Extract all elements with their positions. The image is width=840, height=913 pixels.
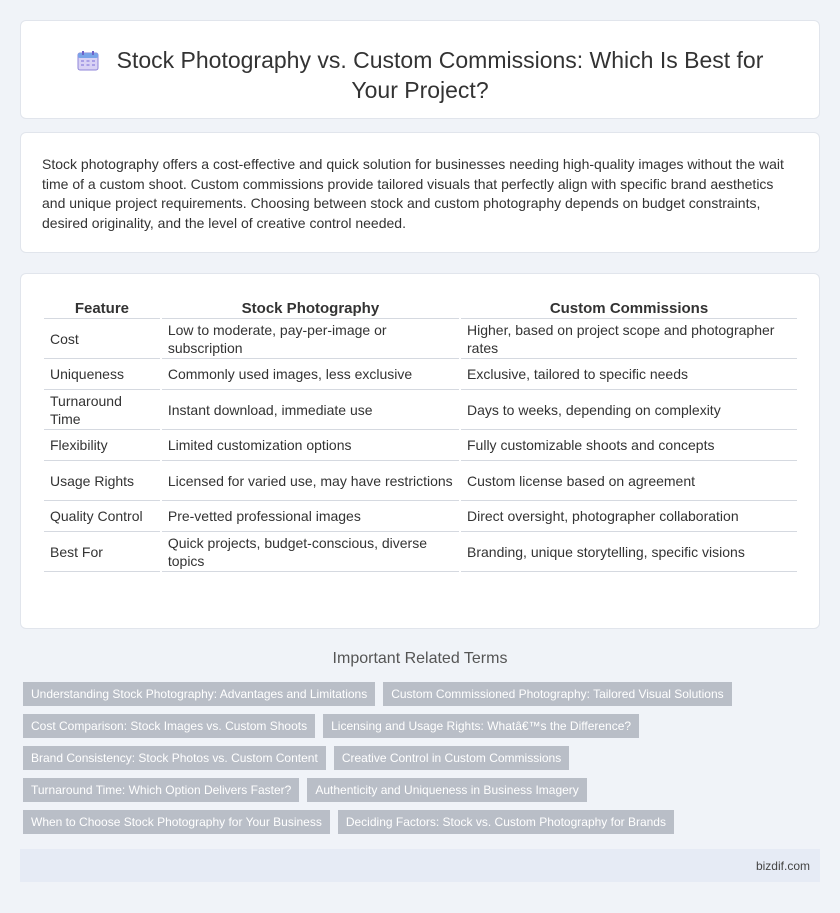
table-row [44,501,797,532]
custom-cell: Days to weeks, depending on complexity [461,390,797,430]
related-tag[interactable]: Cost Comparison: Stock Images vs. Custom Shoots [23,714,315,738]
header-stock: Stock Photography [162,294,459,319]
stock-cell: Instant download, immediate use [162,390,459,430]
stock-cell: Low to moderate, pay-per-image or subscription [162,319,459,359]
page-title-row [21,45,819,105]
header-custom: Custom Commissions [461,294,797,319]
custom-cell: Custom license based on agreement [461,461,797,501]
footer [20,849,820,882]
related-tag[interactable]: Understanding Stock Photography: Advantages and Limitations [23,682,375,706]
table-row [44,532,797,572]
feature-cell: Uniqueness [44,359,160,390]
comparison-card [20,273,820,629]
custom-cell: Exclusive, tailored to specific needs [461,359,797,390]
related-tag[interactable]: When to Choose Stock Photography for Your Business [23,810,330,834]
table-row [44,390,797,430]
feature-cell: Flexibility [44,430,160,461]
related-tag[interactable]: Licensing and Usage Rights: Whatâ€™s the Difference? [323,714,639,738]
feature-cell: Cost [44,319,160,359]
table-row [44,461,797,501]
feature-cell: Quality Control [44,501,160,532]
feature-cell: Usage Rights [44,461,160,501]
header-feature: Feature [44,294,160,319]
table-row [44,430,797,461]
table-row [44,319,797,359]
feature-cell: Best For [44,532,160,572]
custom-cell: Fully customizable shoots and concepts [461,430,797,461]
intro-paragraph: Stock photography offers a cost-effective and quick solution for businesses needing high-quality images without the wait time of a custom shoot. Custom commissions provide tailored visuals that perfectly align with specific brand aesthetics and unique project requirements. Choosing between stock and custom photography depends on budget constraints, desired originality, and the level of creative control needed. [42,156,784,231]
stock-cell: Quick projects, budget-conscious, diverse topics [162,532,459,572]
comparison-table [42,294,799,572]
related-tag[interactable]: Turnaround Time: Which Option Delivers Faster? [23,778,299,802]
custom-cell: Direct oversight, photographer collaboration [461,501,797,532]
stock-cell: Commonly used images, less exclusive [162,359,459,390]
intro-card [20,132,820,253]
related-terms-title: Important Related Terms [332,650,508,667]
related-tag[interactable]: Brand Consistency: Stock Photos vs. Custom Content [23,746,326,770]
custom-cell: Higher, based on project scope and photographer rates [461,319,797,359]
custom-cell: Branding, unique storytelling, specific visions [461,532,797,572]
feature-cell: Turnaround Time [44,390,160,430]
related-tag[interactable]: Custom Commissioned Photography: Tailored Visual Solutions [383,682,731,706]
stock-cell: Licensed for varied use, may have restrictions [162,461,459,501]
header-card [20,20,820,119]
related-tags [23,682,813,842]
related-tag[interactable]: Creative Control in Custom Commissions [334,746,569,770]
stock-cell: Limited customization options [162,430,459,461]
calendar-icon [77,51,99,71]
table-row [44,359,797,390]
stock-cell: Pre-vetted professional images [162,501,459,532]
related-tag[interactable]: Deciding Factors: Stock vs. Custom Photography for Brands [338,810,674,834]
site-name[interactable]: bizdif.com [755,859,810,873]
related-tag[interactable]: Authenticity and Uniqueness in Business Imagery [307,778,586,802]
page-title: Stock Photography vs. Custom Commissions: Which Is Best for Your Project? [116,47,764,103]
